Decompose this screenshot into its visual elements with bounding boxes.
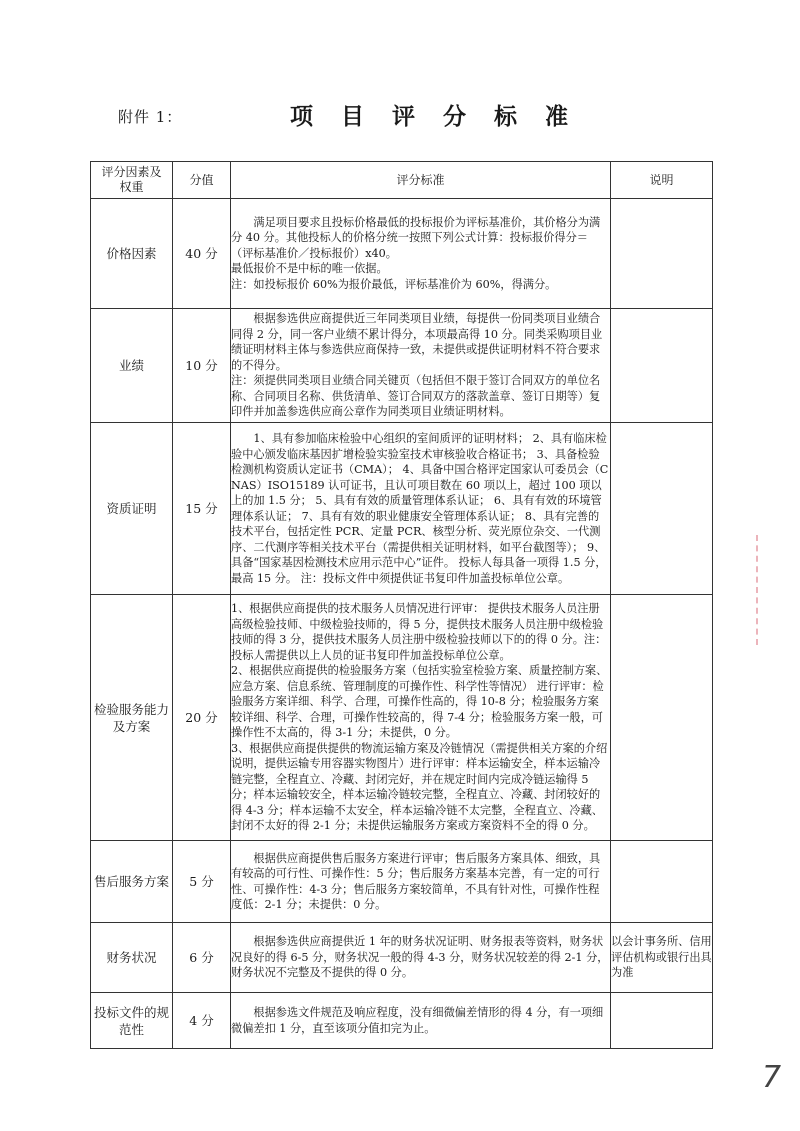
row-standard: [231, 309, 611, 423]
row-score: 10 分: [173, 309, 231, 423]
seal-stamp-edge: [756, 535, 800, 645]
row-note: [611, 199, 713, 309]
row-score: 5 分: [173, 841, 231, 923]
row-factor: 财务状况: [91, 923, 173, 993]
row-standard: [231, 841, 611, 923]
standard-line: 根据参选文件规范及响应程度，没有细微偏差情形的得 4 分，有一项细微偏差扣 1 分，直至该项分值扣完为止。: [231, 1006, 604, 1035]
standard-line: 根据参选供应商提供近三年同类项目业绩，每提供一份同类项目业绩合同得 2 分，同一客户业绩不累计得分，本项最高得 10 分。同类采购项目业绩证明材料主体与参选供应商保持一致，未提供或提供证明材料不符合要求的不得分。: [231, 312, 603, 372]
header-score: 分值: [173, 162, 231, 199]
row-standard: [231, 923, 611, 993]
table-row: [91, 841, 713, 923]
row-standard: [231, 993, 611, 1049]
row-note: [611, 841, 713, 923]
standard-line: 3、根据供应商提供提供的物流运输方案及冷链情况（需提供相关方案的介绍说明，提供运输专用容器实物图片）进行评审：样本运输安全，样本运输冷链完整，全程直立、冷藏、封闭完好，并在规定时间内完成冷链运输得 5 分；样本运输较安全，样本运输冷链较完整，全程直立、冷藏、封闭较好的得 4-3 分；样本运输不太安全，样本运输冷链不太完整，全程直立、冷藏、封闭不太好的得 2-1 分；未提供运输服务方案或方案资料不全的得 0 分。: [231, 741, 608, 833]
row-standard: [231, 595, 611, 841]
row-standard: [231, 423, 611, 595]
row-standard: [231, 199, 611, 309]
standard-line: 2、根据供应商提供的检验服务方案（包括实验室检验方案、质量控制方案、应急方案、信息系统、管理制度的可操作性、科学性等情况） 进行评审：检验服务方案详细、科学、合理，可操作性高的，得 10-8 分；检验服务方案较详细、科学、合理，可操作性较高的，得 7-4 分；检验服务方案一般，可操作性不太高的，得 3-1 分；未提供，0 分。: [231, 664, 608, 740]
row-score: 6 分: [173, 923, 231, 993]
scoring-criteria-table: [90, 161, 713, 1049]
standard-line: 1、根据供应商提供的技术服务人员情况进行评审： 提供技术服务人员注册高级检验技师、中级检验技师的，得 5 分，提供技术服务人员注册中级检验技师的得 3 分，提供技术服务人员注册中级检验技师以下的的得 0 分。注：投标人需提供以上人员的证书复印件加盖投标单位公章。: [231, 602, 607, 662]
standard-line: 注：须提供同类项目业绩合同关键页（包括但不限于签订合同双方的单位名称、合同项目名称、供货清单、签订合同双方的落款盖章、签订日期等）复印件并加盖参选供应商公章作为同类项目业绩证明材料。: [231, 374, 601, 419]
row-note: [611, 595, 713, 841]
table-row: [91, 923, 713, 993]
table-row: [91, 993, 713, 1049]
row-note: [611, 423, 713, 595]
row-note: [611, 309, 713, 423]
page-header: [0, 0, 800, 150]
row-factor: 价格因素: [91, 199, 173, 309]
header-factor: 评分因素及 权重: [91, 162, 173, 199]
standard-line: 1、具有参加临床检验中心组织的室间质评的证明材料； 2、具有临床检验中心颁发临床基因扩增检验实验室技术审核验收合格证书； 3、具备检验检测机构资质认定证书（CMA）； 4、具备中国合格评定国家认可委员会（CNAS）ISO15189 认可证书，且认可项目数在 60 项以上，超过 100 项以上的加 1.5 分； 5、具有有效的质量管理体系认证； 6、具有有效的环境管理体系认证； 7、具有有效的职业健康安全管理体系认证； 8、具有完善的技术平台，包括定性 PCR、定量 PCR、核型分析、荧光原位杂交、一代测序、二代测序等相关技术平台（需提供相关证明材料，如平台截图等）； 9、具备“国家基因检测技术应用示范中心”证件。 投标人每具备一项得 1.5 分，最高 15 分。 注：投标文件中须提供证书复印件加盖投标单位公章。: [231, 432, 609, 585]
table-header-row: [91, 162, 713, 199]
row-factor: 售后服务方案: [91, 841, 173, 923]
standard-line: 满足项目要求且投标价格最低的投标报价为评标基准价，其价格分为满分 40 分。其他投标人的价格分统一按照下列公式计算：投标报价得分＝（评标基准价／投标报价）x40。: [231, 215, 601, 260]
header-standard: 评分标准: [231, 162, 611, 199]
table-row: [91, 309, 713, 423]
header-note: 说明: [611, 162, 713, 199]
table-row: [91, 423, 713, 595]
standard-line: 最低报价不是中标的唯一依据。: [231, 262, 388, 276]
page-title: 项 目 评 分 标 准: [290, 103, 579, 130]
row-factor: 资质证明: [91, 423, 173, 595]
standard-line: 根据参选供应商提供近 1 年的财务状况证明、财务报表等资料，财务状况良好的得 6-5 分，财务状况一般的得 4-3 分，财务状况较差的得 2-1 分，财务状况不完整及不提供的得 0 分。: [231, 935, 609, 980]
standard-line: 注：如投标报价 60%为报价最低，评标基准价为 60%，得满分。: [231, 277, 557, 291]
standard-line: 根据供应商提供售后服务方案进行评审；售后服务方案具体、细致，具有较高的可行性、可操作性：5 分；售后服务方案基本完善，有一定的可行性、可操作性：4-3 分；售后服务方案较简单，不具有针对性，可操作性程度低：2-1 分；未提供：0 分。: [231, 851, 601, 911]
row-factor: 检验服务能力及方案: [91, 595, 173, 841]
row-score: 4 分: [173, 993, 231, 1049]
attachment-label: 附件 1：: [118, 108, 183, 126]
row-score: 40 分: [173, 199, 231, 309]
row-factor: 业绩: [91, 309, 173, 423]
table-row: [91, 595, 713, 841]
row-score: 20 分: [173, 595, 231, 841]
page-number: 7: [762, 1060, 782, 1095]
table-row: [91, 199, 713, 309]
row-score: 15 分: [173, 423, 231, 595]
row-note: [611, 993, 713, 1049]
row-factor: 投标文件的规范性: [91, 993, 173, 1049]
row-note: 以会计事务所、信用评估机构或银行出具为准: [611, 923, 713, 993]
